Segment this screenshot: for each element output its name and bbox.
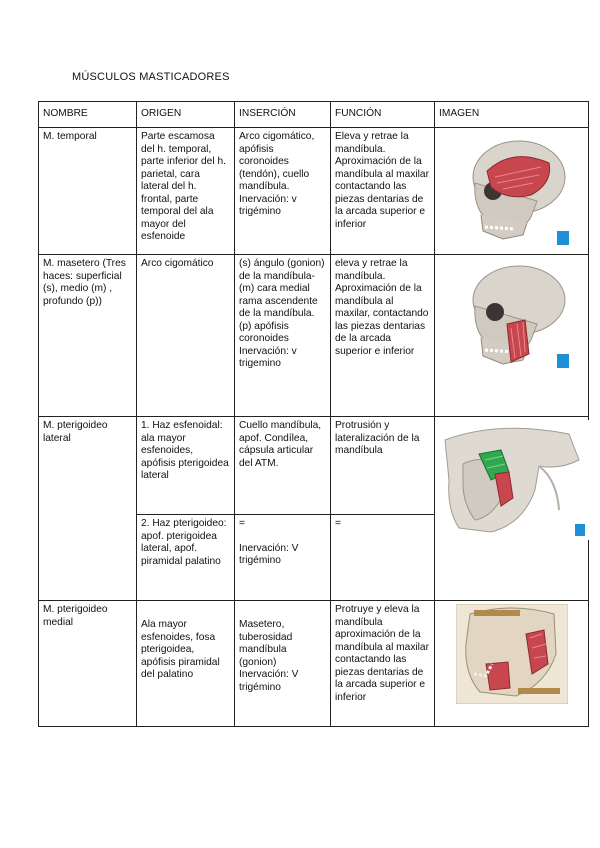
cell-origen: Ala mayor esfenoides, fosa pterigoidea, apófisis piramidal del palatino: [137, 601, 235, 727]
cell-funcion: eleva y retrae la mandíbula. Aproximación de la mandíbula al maxilar, contactando las piezas dentarias de la arcada superior e inferior: [331, 255, 435, 417]
table-row: [39, 128, 589, 255]
cell-insercion: Cuello mandíbula, apof. Condílea, cápsula articular del ATM.: [235, 417, 331, 515]
table-header-row: [39, 102, 589, 128]
header-insercion: INSERCIÓN: [235, 102, 331, 128]
skull-masseter-muscle-image: [453, 258, 571, 376]
cell-imagen: [435, 128, 589, 255]
header-origen: ORIGEN: [137, 102, 235, 128]
table-row: [39, 417, 589, 515]
cell-funcion: Protruye y eleva la mandíbula aproximación de la mandíbula al maxilar contactando las piezas dentarias de la arcada superior e inferior: [331, 601, 435, 727]
cell-nombre: M. pterigoideo lateral: [39, 417, 137, 601]
cell-origen: 1. Haz esfenoidal: ala mayor esfenoides, apófisis pterigoidea lateral: [137, 417, 235, 515]
cell-origen: 2. Haz pterigoideo: apof. pterigoidea lateral, apof. piramidal palatino: [137, 515, 235, 601]
cell-insercion: [235, 515, 331, 601]
header-imagen: IMAGEN: [435, 102, 589, 128]
cell-nombre: M. temporal: [39, 128, 137, 255]
header-nombre: NOMBRE: [39, 102, 137, 128]
skull-medial-pterygoid-image: [456, 604, 568, 704]
cell-imagen: [435, 601, 589, 727]
cell-nombre: M. pterigoideo medial: [39, 601, 137, 727]
cell-funcion: Eleva y retrae la mandíbula. Aproximación de la mandíbula al maxilar contactando las piezas dentarias de la arcada superior e inferior: [331, 128, 435, 255]
cell-imagen: [435, 417, 589, 601]
document-title: MÚSCULOS MASTICADORES: [72, 71, 230, 83]
header-funcion: FUNCIÓN: [331, 102, 435, 128]
skull-temporal-muscle-image: [453, 131, 571, 249]
cell-nombre: M. masetero (Tres haces: superficial (s), medio (m) , profundo (p)): [39, 255, 137, 417]
cell-origen: Parte escamosa del h. temporal, parte inferior del h. parietal, cara lateral del h. frontal, parte temporal del ala mayor del esfenoide: [137, 128, 235, 255]
skull-lateral-pterygoid-image: [439, 420, 589, 540]
muscles-table: [38, 101, 589, 727]
insercion-equals: =: [239, 518, 245, 529]
table-row: [39, 255, 589, 417]
table-row: [39, 601, 589, 727]
cell-origen: Arco cigomático: [137, 255, 235, 417]
cell-funcion: Protrusión y lateralización de la mandíbula: [331, 417, 435, 515]
cell-funcion: =: [331, 515, 435, 601]
cell-insercion: Masetero, tuberosidad mandíbula (gonion) Inervación: V trigémino: [235, 601, 331, 727]
cell-imagen: [435, 255, 589, 417]
insercion-inervacion: Inervación: V trigémino: [239, 542, 299, 566]
cell-insercion: (s) ángulo (gonion) de la mandíbula- (m) cara medial rama ascendente de la mandíbula. (p) apófisis coronoides Inervación: v trigemino: [235, 255, 331, 417]
cell-insercion: Arco cigomático, apófisis coronoides (tendón), cuello mandíbula. Inervación: v trigémino: [235, 128, 331, 255]
